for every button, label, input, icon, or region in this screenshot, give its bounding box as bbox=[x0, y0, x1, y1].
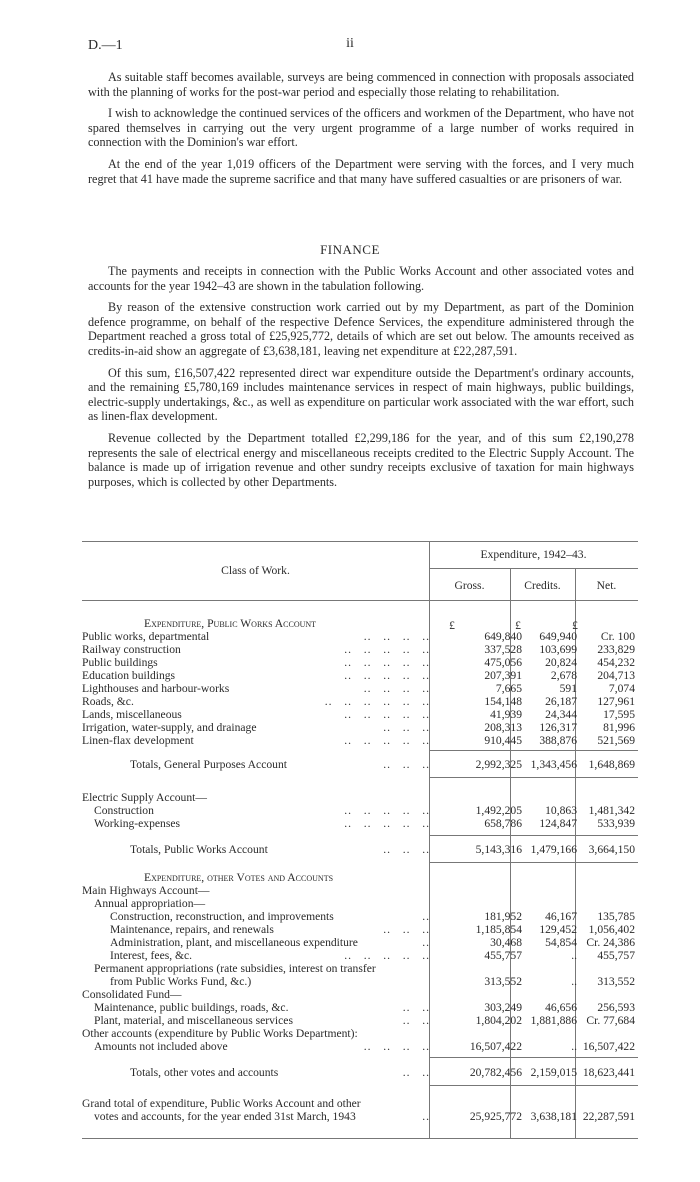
leader-dots: .. .. .. .. bbox=[363, 682, 430, 695]
group-heading bbox=[82, 884, 638, 897]
paragraph: At the end of the year 1,019 officers of the Department were serving with the forces, and I very much regret that 41 have made the supreme sacrifice and that many have suffered casualties or are prisoners of war. bbox=[88, 156, 634, 186]
credits-value: 126,317 bbox=[539, 721, 577, 734]
row-label: Construction, reconstruction, and improvements bbox=[110, 910, 334, 923]
gross-value: 181,952 bbox=[484, 910, 522, 923]
net-value: 1,648,869 bbox=[588, 758, 635, 771]
credits-value: .. bbox=[571, 949, 577, 962]
table-row bbox=[82, 975, 638, 988]
gross-value: 207,391 bbox=[484, 669, 522, 682]
gross-value: 7,665 bbox=[495, 682, 522, 695]
credits-value: 388,876 bbox=[539, 734, 577, 747]
row-label: votes and accounts, for the year ended 31st March, 1943 bbox=[94, 1110, 356, 1123]
leader-dots: .. .. .. .. bbox=[363, 630, 430, 643]
credits-value: 124,847 bbox=[539, 817, 577, 830]
gross-value: 910,445 bbox=[484, 734, 522, 747]
net-value: 1,481,342 bbox=[588, 804, 635, 817]
currency-symbol: £ bbox=[515, 619, 521, 632]
table-row bbox=[82, 962, 638, 975]
credits-value: 649,940 bbox=[539, 630, 577, 643]
gross-value: 30,468 bbox=[490, 936, 522, 949]
table-row bbox=[82, 936, 638, 949]
gross-value: 303,249 bbox=[484, 1001, 522, 1014]
net-value: 454,232 bbox=[597, 656, 635, 669]
group-heading bbox=[82, 791, 638, 804]
subtotal-rule bbox=[429, 1085, 638, 1086]
table-bottom-rule bbox=[82, 1138, 638, 1139]
paragraph: The payments and receipts in connection with the Public Works Account and other associated votes and accounts for the year 1942–43 are shown in the tabulation following. bbox=[88, 264, 634, 293]
table-row bbox=[82, 1001, 638, 1014]
gross-value: 337,528 bbox=[484, 643, 522, 656]
gross-value: 20,782,456 bbox=[469, 1066, 522, 1079]
gross-value: 658,786 bbox=[484, 817, 522, 830]
leader-dots: .. .. .. .. .. bbox=[344, 669, 430, 682]
gross-value: 41,939 bbox=[490, 708, 522, 721]
leader-dots: .. .. .. bbox=[383, 758, 430, 771]
subtotal-rule bbox=[429, 750, 638, 751]
net-value: Cr. 100 bbox=[600, 630, 635, 643]
grand-total-row bbox=[82, 1110, 638, 1123]
table-row bbox=[82, 1097, 638, 1110]
gross-value: 5,143,316 bbox=[475, 843, 522, 856]
row-label: Administration, plant, and miscellaneous expenditure bbox=[110, 936, 358, 949]
credits-value: .. bbox=[571, 975, 577, 988]
row-label: Electric Supply Account— bbox=[82, 791, 207, 804]
leader-dots: .. .. .. bbox=[383, 721, 430, 734]
group-heading bbox=[82, 897, 638, 910]
row-label: Linen-flax development bbox=[82, 734, 194, 747]
leader-dots: .. .. .. .. .. bbox=[344, 708, 430, 721]
credits-value: 1,881,886 bbox=[530, 1014, 577, 1027]
leader-dots: .. bbox=[422, 936, 430, 949]
row-label: Construction bbox=[94, 804, 154, 817]
credits-value: 3,638,181 bbox=[530, 1110, 577, 1123]
credits-value: 20,824 bbox=[545, 656, 577, 669]
credits-value: 103,699 bbox=[539, 643, 577, 656]
net-header: Net. bbox=[596, 579, 617, 592]
net-value: 17,595 bbox=[603, 708, 635, 721]
credits-value: 1,479,166 bbox=[530, 843, 577, 856]
net-value: 533,939 bbox=[597, 817, 635, 830]
paragraph: Of this sum, £16,507,422 represented direct war expenditure outside the Department's ordinary accounts, and the remaining £5,780,169 includes maintenance services in respect of main highways, public buildings, electric-supply undertakings, &c., as well as expenditure on particular work associated with the war effort, such as linen-flax development. bbox=[88, 365, 634, 424]
row-label: Plant, material, and miscellaneous services bbox=[94, 1014, 293, 1027]
row-label: Education buildings bbox=[82, 669, 176, 682]
leader-dots: .. .. bbox=[402, 1014, 430, 1027]
row-label: Maintenance, public buildings, roads, &c. bbox=[94, 1001, 289, 1014]
row-label: Totals, General Purposes Account bbox=[130, 758, 287, 771]
class-of-work-header: Class of Work. bbox=[221, 564, 290, 577]
net-value: 81,996 bbox=[603, 721, 635, 734]
net-value: 127,961 bbox=[597, 695, 635, 708]
leader-dots: .. .. .. .. .. bbox=[344, 817, 430, 830]
subtotal-rule bbox=[429, 777, 638, 778]
gross-value: 649,840 bbox=[484, 630, 522, 643]
table-row bbox=[82, 923, 638, 936]
credits-value: 10,863 bbox=[545, 804, 577, 817]
leader-dots: .. .. .. .. .. bbox=[344, 734, 430, 747]
credits-value: 2,159,015 bbox=[530, 1066, 577, 1079]
row-label: Other accounts (expenditure by Public Works Department): bbox=[82, 1027, 358, 1040]
row-label: Main Highways Account— bbox=[82, 884, 210, 897]
leader-dots: .. .. bbox=[402, 1066, 430, 1079]
credits-value: 2,678 bbox=[550, 669, 577, 682]
credits-value: 24,344 bbox=[545, 708, 577, 721]
credits-value: 54,854 bbox=[545, 936, 577, 949]
intro-section bbox=[88, 70, 634, 193]
leader-dots: .. bbox=[422, 1110, 430, 1123]
subtotal-rule bbox=[429, 1057, 638, 1058]
table-row bbox=[82, 656, 638, 669]
row-label: Annual appropriation— bbox=[94, 897, 206, 910]
row-label: Amounts not included above bbox=[94, 1040, 228, 1053]
net-value: 16,507,422 bbox=[582, 1040, 635, 1053]
gross-value: 313,552 bbox=[484, 975, 522, 988]
table-row bbox=[82, 721, 638, 734]
gross-value: 16,507,422 bbox=[469, 1040, 522, 1053]
row-label: Railway construction bbox=[82, 643, 181, 656]
currency-symbol: £ bbox=[572, 619, 578, 632]
currency-symbol: £ bbox=[449, 619, 455, 632]
net-value: 22,287,591 bbox=[582, 1110, 635, 1123]
row-label: Lighthouses and harbour-works bbox=[82, 682, 230, 695]
leader-dots: .. bbox=[422, 910, 430, 923]
paragraph: Revenue collected by the Department totalled £2,299,186 for the year, and of this sum £2,190,278 represents the sale of electrical energy and miscellaneous receipts credited to the Electric Supply Account. The balance is made up of irrigation revenue and other sundry receipts exclusive of taxation for main highways purposes, which is collected by other Departments. bbox=[88, 430, 634, 489]
table-row bbox=[82, 804, 638, 817]
table-row bbox=[82, 682, 638, 695]
row-label: Maintenance, repairs, and renewals bbox=[110, 923, 274, 936]
finance-heading: FINANCE bbox=[320, 242, 380, 257]
credits-value: .. bbox=[571, 1040, 577, 1053]
net-value: Cr. 24,386 bbox=[586, 936, 635, 949]
leader-dots: .. .. bbox=[402, 1001, 430, 1014]
subtotal-rule bbox=[429, 862, 638, 863]
gross-value: 1,492,205 bbox=[475, 804, 522, 817]
table-row bbox=[82, 734, 638, 747]
section-heading: Expenditure, Public Works Account bbox=[144, 617, 317, 630]
net-value: 7,074 bbox=[608, 682, 635, 695]
leader-dots: .. .. .. bbox=[383, 923, 430, 936]
header-bottom-rule bbox=[82, 600, 638, 601]
net-value: 455,757 bbox=[597, 949, 635, 962]
totals-row bbox=[82, 1066, 638, 1079]
row-label: Interest, fees, &c. bbox=[110, 949, 193, 962]
leader-dots: .. .. .. .. .. bbox=[344, 656, 430, 669]
document-code: D.—1 bbox=[88, 38, 123, 53]
credits-value: 129,452 bbox=[539, 923, 577, 936]
net-value: 3,664,150 bbox=[588, 843, 635, 856]
paragraph: I wish to acknowledge the continued services of the officers and workmen of the Department, who have not spared themselves in carrying out the very urgent programme of a large number of works required in connection with the Dominion's war effort. bbox=[88, 106, 634, 150]
row-label: Irrigation, water-supply, and drainage bbox=[82, 721, 257, 734]
gross-header: Gross. bbox=[454, 579, 485, 592]
credits-value: 1,343,456 bbox=[530, 758, 577, 771]
row-label: Public works, departmental bbox=[82, 630, 210, 643]
leader-dots: .. .. .. bbox=[383, 843, 430, 856]
table-row bbox=[82, 1040, 638, 1053]
credits-value: 46,167 bbox=[545, 910, 577, 923]
leader-dots: .. .. .. .. .. bbox=[344, 804, 430, 817]
credits-value: 26,187 bbox=[545, 695, 577, 708]
table-row bbox=[82, 669, 638, 682]
expenditure-table bbox=[82, 541, 638, 1141]
credits-header: Credits. bbox=[524, 579, 561, 592]
expenditure-group-header: Expenditure, 1942–43. bbox=[480, 548, 587, 561]
totals-row bbox=[82, 758, 638, 771]
leader-dots: .. .. .. .. .. bbox=[344, 949, 430, 962]
net-value: 204,713 bbox=[597, 669, 635, 682]
net-value: 18,623,441 bbox=[582, 1066, 635, 1079]
gross-value: 208,313 bbox=[484, 721, 522, 734]
table-row bbox=[82, 1027, 638, 1040]
row-label: Roads, &c. bbox=[82, 695, 134, 708]
gross-value: 154,148 bbox=[484, 695, 522, 708]
gross-value: 25,925,772 bbox=[469, 1110, 522, 1123]
net-value: 521,569 bbox=[597, 734, 635, 747]
net-value: 233,829 bbox=[597, 643, 635, 656]
totals-row bbox=[82, 843, 638, 856]
row-label: Totals, Public Works Account bbox=[130, 843, 268, 856]
table-row bbox=[82, 708, 638, 721]
row-label: Grand total of expenditure, Public Works Account and other bbox=[82, 1097, 361, 1110]
credits-value: 46,656 bbox=[545, 1001, 577, 1014]
table-row bbox=[82, 1014, 638, 1027]
leader-dots: .. .. .. .. .. .. bbox=[324, 695, 430, 708]
net-value: 135,785 bbox=[597, 910, 635, 923]
row-label: Public buildings bbox=[82, 656, 158, 669]
section-heading: Expenditure, other Votes and Accounts bbox=[144, 871, 334, 884]
table-row bbox=[82, 695, 638, 708]
table-row bbox=[82, 630, 638, 643]
table-row bbox=[82, 949, 638, 962]
net-value: Cr. 77,684 bbox=[586, 1014, 635, 1027]
gross-value: 475,056 bbox=[484, 656, 522, 669]
row-label: Lands, miscellaneous bbox=[82, 708, 182, 721]
table-row bbox=[82, 817, 638, 830]
leader-dots: .. .. .. .. bbox=[363, 1040, 430, 1053]
row-label: Consolidated Fund— bbox=[82, 988, 182, 1001]
group-header-rule bbox=[429, 568, 638, 569]
paragraph: By reason of the extensive construction work carried out by my Department, as part of the Dominion defence programme, on behalf of the respective Defence Services, the expenditure administered through the Department reached a gross total of £25,925,772, details of which are set out below. The amounts received as credits-in-aid show an aggregate of £3,638,181, leaving net expenditure at £22,287,591. bbox=[88, 300, 634, 358]
table-top-rule bbox=[82, 541, 638, 542]
finance-section bbox=[88, 264, 634, 496]
page-number: ii bbox=[346, 36, 354, 51]
table-row bbox=[82, 643, 638, 656]
paragraph: As suitable staff becomes available, surveys are being commenced in connection with proposals associated with the planning of works for the post-war period and especially those relating to rehabilitation. bbox=[88, 70, 634, 99]
group-heading bbox=[82, 988, 638, 1001]
gross-value: 2,992,325 bbox=[475, 758, 522, 771]
row-label: Permanent appropriations (rate subsidies, interest on transfer bbox=[94, 962, 376, 975]
net-value: 1,056,402 bbox=[588, 923, 635, 936]
gross-value: 455,757 bbox=[484, 949, 522, 962]
row-label: from Public Works Fund, &c.) bbox=[110, 975, 252, 988]
row-label: Totals, other votes and accounts bbox=[130, 1066, 279, 1079]
leader-dots: .. .. .. .. .. bbox=[344, 643, 430, 656]
credits-value: 591 bbox=[559, 682, 577, 695]
table-row bbox=[82, 910, 638, 923]
row-label: Working-expenses bbox=[94, 817, 180, 830]
net-value: 256,593 bbox=[597, 1001, 635, 1014]
net-value: 313,552 bbox=[597, 975, 635, 988]
gross-value: 1,185,854 bbox=[475, 923, 522, 936]
subtotal-rule bbox=[429, 835, 638, 836]
gross-value: 1,804,202 bbox=[475, 1014, 522, 1027]
